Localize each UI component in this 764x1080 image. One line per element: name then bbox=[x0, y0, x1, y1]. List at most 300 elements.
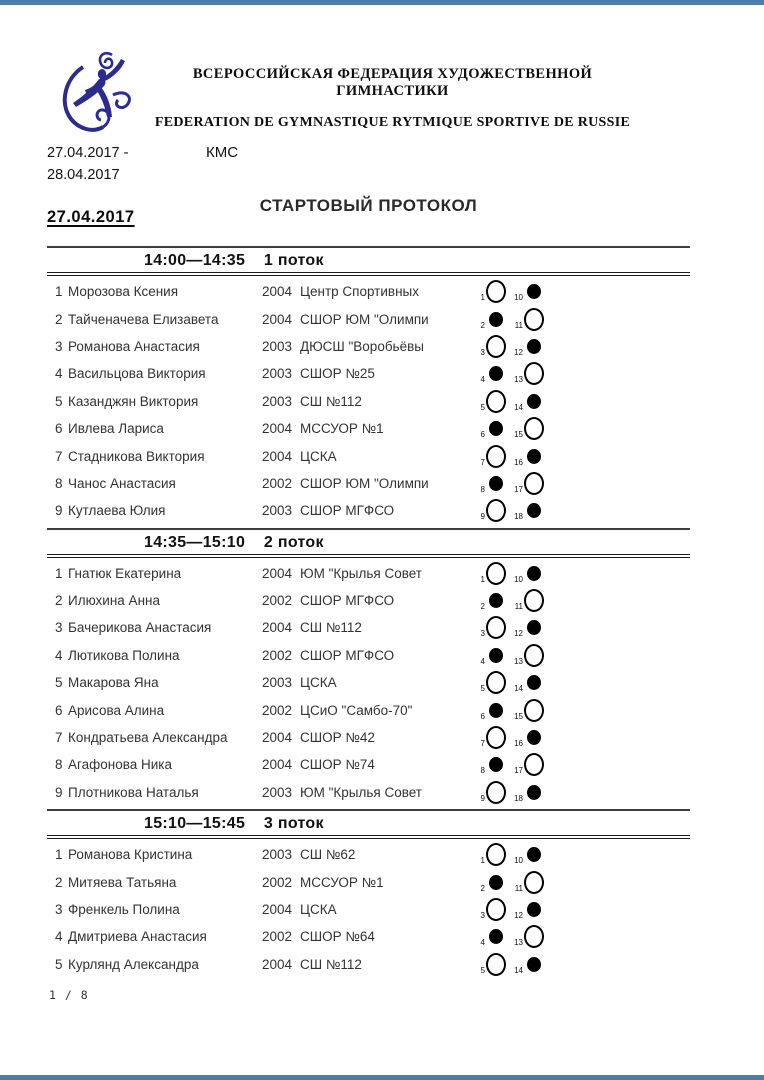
club-name: МССУОР №1 bbox=[300, 874, 384, 890]
athlete-row bbox=[47, 360, 690, 387]
club-name: СШОР ЮМ "Олимпи bbox=[300, 475, 429, 491]
draw-slot-left bbox=[485, 924, 507, 950]
birth-year: 2002 bbox=[262, 874, 293, 890]
row-number: 2 bbox=[55, 874, 63, 890]
athlete-row bbox=[47, 497, 690, 524]
row-number: 4 bbox=[55, 366, 63, 382]
category-label: КМС bbox=[206, 144, 239, 161]
draw-number-left: 7 bbox=[480, 739, 485, 749]
draw-marks bbox=[471, 670, 545, 696]
draw-circle-left bbox=[489, 757, 503, 772]
draw-circle-right bbox=[527, 566, 541, 581]
draw-marks bbox=[471, 470, 545, 496]
draw-circle-right bbox=[524, 472, 544, 495]
row-number: 2 bbox=[55, 593, 63, 609]
draw-circle-left bbox=[489, 648, 503, 663]
birth-year: 2003 bbox=[262, 784, 293, 800]
draw-marks bbox=[471, 779, 545, 805]
athlete-row bbox=[47, 587, 690, 614]
draw-circle-left bbox=[489, 312, 503, 327]
draw-circle-left bbox=[489, 593, 503, 608]
athlete-row bbox=[47, 751, 690, 778]
draw-number-left: 5 bbox=[480, 402, 485, 412]
draw-number-right: 11 bbox=[514, 320, 523, 330]
draw-slot-left bbox=[485, 951, 507, 977]
draw-number-left: 9 bbox=[480, 793, 485, 803]
athlete-name: Арисова Алина bbox=[68, 702, 165, 718]
draw-number-right: 16 bbox=[514, 739, 523, 749]
draw-marks bbox=[471, 752, 545, 778]
draw-number-left: 3 bbox=[480, 629, 485, 639]
athlete-row bbox=[47, 642, 690, 669]
club-name: СШОР №64 bbox=[300, 929, 375, 945]
club-name: ДЮСШ "Воробьёвы bbox=[300, 338, 424, 354]
draw-slot-right bbox=[523, 752, 545, 778]
draw-marks bbox=[471, 279, 545, 305]
draw-slot-right bbox=[523, 498, 545, 524]
draw-circle-right bbox=[524, 589, 544, 612]
row-number: 6 bbox=[55, 702, 63, 718]
draw-marks bbox=[471, 306, 545, 332]
draw-circle-left bbox=[486, 499, 506, 522]
draw-slot-right bbox=[523, 670, 545, 696]
draw-circle-left bbox=[489, 875, 503, 890]
draw-number-left: 3 bbox=[480, 911, 485, 920]
athlete-row bbox=[47, 278, 690, 305]
draw-slot-left bbox=[485, 842, 507, 868]
row-number: 7 bbox=[55, 448, 63, 464]
athlete-row bbox=[47, 388, 690, 415]
club-name: СШ №62 bbox=[300, 847, 356, 863]
draw-marks bbox=[471, 869, 545, 895]
draw-circle-left bbox=[486, 390, 506, 413]
club-name: ЦСКА bbox=[300, 448, 337, 464]
draw-slot-right bbox=[523, 333, 545, 359]
club-name: СШОР №42 bbox=[300, 730, 375, 746]
draw-circle-left bbox=[486, 898, 506, 921]
draw-number-right: 15 bbox=[514, 430, 523, 440]
document-title-clipped bbox=[47, 196, 690, 215]
club-name: ЮМ "Крылья Совет bbox=[300, 565, 422, 581]
draw-marks bbox=[471, 642, 545, 668]
draw-number-right: 13 bbox=[514, 656, 523, 666]
draw-slot-right bbox=[523, 842, 545, 868]
flow-section bbox=[47, 809, 690, 981]
birth-year: 2004 bbox=[262, 421, 293, 437]
row-number: 1 bbox=[55, 284, 63, 300]
club-name: СШ №112 bbox=[300, 956, 362, 972]
draw-number-right: 11 bbox=[514, 883, 523, 893]
draw-slot-left bbox=[485, 470, 507, 496]
draw-circle-left bbox=[489, 929, 503, 944]
draw-number-right: 11 bbox=[514, 602, 523, 612]
draw-slot-left bbox=[485, 642, 507, 668]
draw-number-right: 12 bbox=[514, 629, 523, 639]
draw-number-right: 14 bbox=[514, 402, 523, 412]
draw-number-left: 3 bbox=[480, 347, 485, 357]
flow-section-header bbox=[47, 530, 690, 558]
draw-marks bbox=[471, 924, 545, 950]
flow-section-header bbox=[47, 248, 690, 276]
draw-slot-right bbox=[523, 588, 545, 614]
draw-number-right: 12 bbox=[514, 347, 523, 357]
draw-number-right: 18 bbox=[514, 512, 523, 522]
club-name: ЦСКА bbox=[300, 675, 337, 691]
bottom-accent-bar bbox=[0, 1075, 764, 1080]
draw-circle-left bbox=[486, 726, 506, 749]
top-accent-bar bbox=[0, 0, 764, 5]
birth-year: 2003 bbox=[262, 338, 293, 354]
birth-year: 2004 bbox=[262, 284, 293, 300]
athlete-name: Макарова Яна bbox=[68, 675, 159, 691]
birth-year: 2002 bbox=[262, 647, 293, 663]
event-date-range bbox=[47, 143, 128, 186]
draw-marks bbox=[471, 388, 545, 414]
birth-year: 2004 bbox=[262, 620, 293, 636]
athlete-name: Плотникова Наталья bbox=[68, 784, 199, 800]
row-number: 5 bbox=[55, 956, 63, 972]
club-name: СШОР МГФСО bbox=[300, 593, 395, 609]
federation-logo bbox=[55, 50, 151, 148]
draw-number-left: 4 bbox=[480, 656, 485, 666]
row-number: 3 bbox=[55, 620, 63, 636]
draw-circle-right bbox=[527, 620, 541, 635]
athlete-row bbox=[47, 333, 690, 360]
athlete-name: Романова Анастасия bbox=[68, 338, 200, 354]
draw-slot-left bbox=[485, 443, 507, 469]
draw-marks bbox=[471, 443, 545, 469]
birth-year: 2003 bbox=[262, 503, 293, 519]
draw-slot-left bbox=[485, 752, 507, 778]
draw-slot-right bbox=[523, 443, 545, 469]
org-name-french: FEDERATION DE GYMNASTIQUE RYTMIQUE SPORTIVE DE RUSSIE bbox=[154, 115, 631, 130]
club-name: ЮМ "Крылья Совет bbox=[300, 784, 422, 800]
club-name: СШ №112 bbox=[300, 393, 362, 409]
club-name: СШОР МГФСО bbox=[300, 647, 395, 663]
row-number: 1 bbox=[55, 847, 63, 863]
draw-number-left: 1 bbox=[480, 574, 485, 584]
athlete-name: Ивлева Лариса bbox=[68, 421, 164, 437]
draw-number-left: 1 bbox=[480, 856, 485, 866]
club-name: ЦСКА bbox=[300, 902, 337, 917]
row-number: 5 bbox=[55, 393, 63, 409]
draw-slot-left bbox=[485, 279, 507, 305]
row-number: 9 bbox=[55, 784, 63, 800]
draw-marks bbox=[471, 842, 545, 868]
draw-number-left: 2 bbox=[480, 883, 485, 893]
draw-slot-right bbox=[523, 924, 545, 950]
draw-circle-left bbox=[486, 445, 506, 468]
birth-year: 2004 bbox=[262, 311, 293, 327]
draw-number-right: 16 bbox=[514, 457, 523, 467]
athlete-name: Стадникова Виктория bbox=[68, 448, 205, 464]
draw-number-right: 13 bbox=[514, 938, 523, 948]
birth-year: 2004 bbox=[262, 448, 293, 464]
birth-year: 2002 bbox=[262, 593, 293, 609]
draw-circle-left bbox=[486, 843, 506, 866]
draw-circle-right bbox=[524, 871, 544, 894]
draw-slot-right bbox=[523, 779, 545, 805]
athlete-name: Лютикова Полина bbox=[68, 647, 180, 663]
draw-slot-left bbox=[485, 725, 507, 751]
athlete-name: Кондратьева Александра bbox=[68, 730, 228, 746]
flow-section bbox=[47, 528, 690, 810]
flow-time: 15:10—15:45 bbox=[144, 815, 246, 833]
draw-circle-left bbox=[486, 616, 506, 639]
draw-circle-left bbox=[489, 421, 503, 436]
birth-year: 2004 bbox=[262, 730, 293, 746]
athlete-row bbox=[47, 669, 690, 696]
draw-slot-right bbox=[523, 725, 545, 751]
draw-slot-right bbox=[523, 388, 545, 414]
athlete-name: Морозова Ксения bbox=[68, 284, 179, 300]
draw-slot-left bbox=[485, 498, 507, 524]
row-number: 6 bbox=[55, 421, 63, 437]
draw-number-left: 9 bbox=[480, 512, 485, 522]
draw-slot-right bbox=[523, 361, 545, 387]
document-title-text: СТАРТОВЫЙ ПРОТОКОЛ bbox=[259, 196, 478, 215]
athlete-row bbox=[47, 305, 690, 332]
draw-slot-left bbox=[485, 588, 507, 614]
draw-circle-right bbox=[524, 753, 544, 776]
organization-header bbox=[140, 66, 645, 131]
draw-slot-left bbox=[485, 615, 507, 641]
athlete-name: Романова Кристина bbox=[68, 847, 193, 863]
flow-time: 14:35—15:10 bbox=[144, 533, 246, 551]
flow-section-header bbox=[47, 811, 690, 839]
draw-slot-left bbox=[485, 416, 507, 442]
draw-circle-left bbox=[486, 671, 506, 694]
draw-number-right: 17 bbox=[514, 484, 523, 494]
athlete-name: Васильцова Виктория bbox=[68, 366, 206, 382]
draw-circle-right bbox=[524, 308, 544, 331]
draw-number-right: 12 bbox=[514, 911, 523, 920]
athlete-name: Бачерикова Анастасия bbox=[68, 620, 212, 636]
event-date-start: 27.04.2017 - bbox=[47, 145, 129, 161]
draw-marks bbox=[471, 333, 545, 359]
draw-slot-left bbox=[485, 697, 507, 723]
draw-circle-right bbox=[524, 925, 544, 948]
draw-slot-left bbox=[485, 560, 507, 586]
row-number: 1 bbox=[55, 565, 63, 581]
athlete-name: Илюхина Анна bbox=[68, 593, 160, 609]
draw-circle-left bbox=[489, 476, 503, 491]
draw-number-left: 6 bbox=[480, 711, 485, 721]
draw-marks bbox=[471, 697, 545, 723]
row-number: 4 bbox=[55, 929, 63, 945]
draw-slot-left bbox=[485, 779, 507, 805]
draw-circle-left bbox=[486, 953, 506, 976]
draw-circle-right bbox=[527, 785, 541, 800]
birth-year: 2003 bbox=[262, 393, 293, 409]
draw-number-left: 4 bbox=[480, 375, 485, 385]
athlete-row bbox=[47, 951, 690, 978]
row-number: 3 bbox=[55, 338, 63, 354]
club-name: СШОР №25 bbox=[300, 366, 375, 382]
row-number: 7 bbox=[55, 730, 63, 746]
draw-number-left: 7 bbox=[480, 457, 485, 467]
draw-circle-right bbox=[527, 902, 541, 917]
flow-time: 14:00—14:35 bbox=[144, 252, 246, 269]
club-name: МССУОР №1 bbox=[300, 421, 384, 437]
draw-circle-left bbox=[486, 280, 506, 303]
athlete-name: Агафонова Ника bbox=[68, 757, 172, 773]
day-date-heading: 27.04.2017 bbox=[47, 208, 135, 226]
draw-number-right: 17 bbox=[514, 766, 523, 776]
draw-number-left: 8 bbox=[480, 766, 485, 776]
draw-circle-left bbox=[486, 562, 506, 585]
athlete-rows bbox=[47, 276, 690, 528]
draw-number-right: 10 bbox=[514, 574, 523, 584]
athlete-rows bbox=[47, 558, 690, 810]
draw-circle-left bbox=[489, 703, 503, 718]
athlete-row bbox=[47, 470, 690, 497]
draw-slot-right bbox=[523, 279, 545, 305]
draw-slot-left bbox=[485, 670, 507, 696]
athlete-name: Курлянд Александра bbox=[68, 956, 199, 972]
athlete-row bbox=[47, 896, 690, 923]
draw-number-left: 8 bbox=[480, 484, 485, 494]
draw-slot-left bbox=[485, 306, 507, 332]
athlete-name: Дмитриева Анастасия bbox=[68, 929, 207, 945]
draw-circle-right bbox=[524, 644, 544, 667]
row-number: 8 bbox=[55, 475, 63, 491]
draw-marks bbox=[471, 588, 545, 614]
birth-year: 2004 bbox=[262, 956, 293, 972]
athlete-row bbox=[47, 724, 690, 751]
athlete-name: Кутлаева Юлия bbox=[68, 503, 166, 519]
draw-circle-right bbox=[524, 362, 544, 385]
birth-year: 2003 bbox=[262, 675, 293, 691]
athlete-row bbox=[47, 779, 690, 806]
draw-number-right: 18 bbox=[514, 793, 523, 803]
birth-year: 2004 bbox=[262, 565, 293, 581]
draw-number-left: 5 bbox=[480, 965, 485, 975]
schedule-sections bbox=[47, 246, 690, 981]
athlete-name: Митяева Татьяна bbox=[68, 874, 177, 890]
draw-number-left: 5 bbox=[480, 684, 485, 694]
draw-number-right: 10 bbox=[514, 293, 523, 303]
draw-number-right: 15 bbox=[514, 711, 523, 721]
draw-number-right: 10 bbox=[514, 856, 523, 866]
club-name: СШОР ЮМ "Олимпи bbox=[300, 311, 429, 327]
draw-slot-left bbox=[485, 333, 507, 359]
draw-slot-left bbox=[485, 361, 507, 387]
draw-slot-right bbox=[523, 869, 545, 895]
draw-circle-right bbox=[527, 284, 541, 299]
birth-year: 2004 bbox=[262, 902, 293, 917]
flow-label: 2 поток bbox=[263, 533, 324, 551]
athlete-name: Чанос Анастасия bbox=[68, 475, 176, 491]
athlete-row bbox=[47, 841, 690, 868]
draw-circle-right bbox=[527, 957, 541, 972]
draw-circle-right bbox=[527, 394, 541, 409]
draw-marks bbox=[471, 951, 545, 977]
page-number: 1 / 8 bbox=[49, 988, 89, 1002]
draw-slot-left bbox=[485, 869, 507, 895]
birth-year: 2004 bbox=[262, 757, 293, 773]
draw-circle-right bbox=[524, 417, 544, 440]
org-name-russian: ВСЕРОССИЙСКАЯ ФЕДЕРАЦИЯ ХУДОЖЕСТВЕННОЙ ГИМНАСТИКИ bbox=[192, 66, 593, 99]
draw-slot-right bbox=[523, 642, 545, 668]
draw-marks bbox=[471, 416, 545, 442]
birth-year: 2003 bbox=[262, 847, 293, 863]
athlete-row bbox=[47, 696, 690, 723]
athlete-row bbox=[47, 415, 690, 442]
draw-number-right: 14 bbox=[514, 965, 523, 975]
draw-number-left: 4 bbox=[480, 938, 485, 948]
row-number: 8 bbox=[55, 757, 63, 773]
draw-number-left: 6 bbox=[480, 430, 485, 440]
club-name: СШ №112 bbox=[300, 620, 362, 636]
draw-slot-right bbox=[523, 615, 545, 641]
draw-marks bbox=[471, 361, 545, 387]
draw-circle-right bbox=[524, 699, 544, 722]
athlete-name: Френкель Полина bbox=[68, 902, 180, 917]
athlete-name: Гнатюк Екатерина bbox=[68, 565, 182, 581]
flow-section bbox=[47, 246, 690, 528]
birth-year: 2002 bbox=[262, 702, 293, 718]
draw-circle-left bbox=[489, 366, 503, 381]
athlete-row bbox=[47, 560, 690, 587]
club-name: СШОР №74 bbox=[300, 757, 375, 773]
draw-circle-right bbox=[527, 675, 541, 690]
birth-year: 2003 bbox=[262, 366, 293, 382]
athlete-name: Казанджян Виктория bbox=[68, 393, 199, 409]
draw-slot-right bbox=[523, 470, 545, 496]
athlete-row bbox=[47, 614, 690, 641]
row-number: 4 bbox=[55, 647, 63, 663]
flow-label: 1 поток bbox=[263, 252, 324, 269]
draw-slot-right bbox=[523, 697, 545, 723]
row-number: 9 bbox=[55, 503, 63, 519]
draw-marks bbox=[471, 725, 545, 751]
birth-year: 2002 bbox=[262, 475, 293, 491]
flow-label: 3 поток bbox=[263, 815, 324, 833]
draw-circle-left bbox=[486, 781, 506, 804]
draw-circle-right bbox=[527, 847, 541, 862]
athlete-row bbox=[47, 923, 690, 950]
draw-slot-right bbox=[523, 416, 545, 442]
draw-circle-right bbox=[527, 339, 541, 354]
athlete-row bbox=[47, 868, 690, 895]
draw-marks bbox=[471, 560, 545, 586]
club-name: СШОР МГФСО bbox=[300, 503, 395, 519]
athlete-rows bbox=[47, 839, 690, 981]
draw-circle-left bbox=[486, 335, 506, 358]
draw-marks bbox=[471, 498, 545, 524]
draw-slot-right bbox=[523, 897, 545, 923]
draw-number-left: 2 bbox=[480, 320, 485, 330]
draw-slot-left bbox=[485, 388, 507, 414]
draw-number-left: 2 bbox=[480, 602, 485, 612]
row-number: 3 bbox=[55, 902, 63, 917]
draw-marks bbox=[471, 615, 545, 641]
draw-slot-right bbox=[523, 951, 545, 977]
draw-slot-left bbox=[485, 897, 507, 923]
club-name: Центр Спортивных bbox=[300, 284, 419, 300]
birth-year: 2002 bbox=[262, 929, 293, 945]
draw-circle-right bbox=[527, 449, 541, 464]
draw-marks bbox=[471, 897, 545, 923]
draw-number-right: 13 bbox=[514, 375, 523, 385]
draw-slot-right bbox=[523, 306, 545, 332]
draw-number-right: 14 bbox=[514, 684, 523, 694]
draw-slot-right bbox=[523, 560, 545, 586]
draw-number-left: 1 bbox=[480, 293, 485, 303]
row-number: 5 bbox=[55, 675, 63, 691]
athlete-row bbox=[47, 442, 690, 469]
